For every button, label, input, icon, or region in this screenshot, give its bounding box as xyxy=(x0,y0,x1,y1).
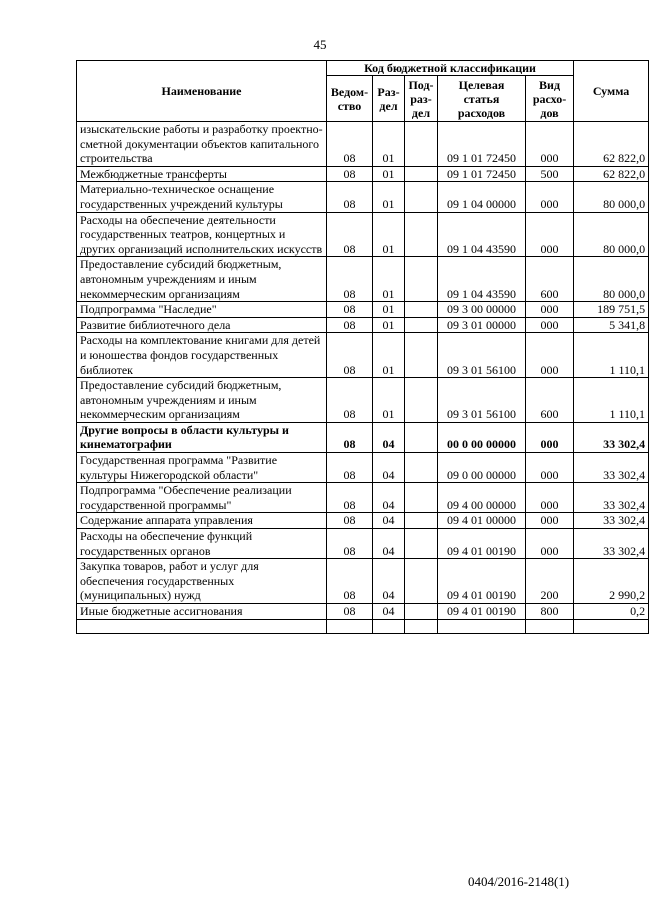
header-vid-raskhodov: Вид расхо-дов xyxy=(526,76,574,122)
table-row xyxy=(77,317,649,333)
row-vedomstvo: 08 xyxy=(327,453,373,483)
row-vid-raskhodov: 200 xyxy=(526,559,574,604)
table-row xyxy=(77,122,649,167)
row-tselevaya-statya: 09 0 00 00000 xyxy=(438,453,526,483)
row-podrazdel xyxy=(405,559,438,604)
row-name: Предоставление субсидий бюджетным, автономным учреждениям и иным некоммерческим организациям xyxy=(77,378,327,423)
row-vedomstvo: 08 xyxy=(327,333,373,378)
row-tselevaya-statya: 09 3 01 56100 xyxy=(438,378,526,423)
row-podrazdel xyxy=(405,333,438,378)
row-podrazdel xyxy=(405,317,438,333)
table-row xyxy=(77,453,649,483)
row-vedomstvo: 08 xyxy=(327,378,373,423)
table-row xyxy=(77,422,649,452)
row-summa: 62 822,0 xyxy=(574,166,649,182)
row-vedomstvo: 08 xyxy=(327,604,373,620)
row-summa: 5 341,8 xyxy=(574,317,649,333)
row-name: Иные бюджетные ассигнования xyxy=(77,604,327,620)
empty-cell xyxy=(405,619,438,633)
row-summa: 33 302,4 xyxy=(574,453,649,483)
header-classification-group: Код бюджетной классификации xyxy=(327,61,574,76)
row-razdel: 01 xyxy=(373,302,405,318)
header-summa: Сумма xyxy=(574,61,649,122)
row-name: изыскательские работы и разработку проектно-сметной документации объектов капитального строительства xyxy=(77,122,327,167)
row-vid-raskhodov: 800 xyxy=(526,604,574,620)
row-name: Предоставление субсидий бюджетным, автономным учреждениям и иным некоммерческим организациям xyxy=(77,257,327,302)
row-podrazdel xyxy=(405,122,438,167)
row-podrazdel xyxy=(405,378,438,423)
row-razdel: 04 xyxy=(373,422,405,452)
row-podrazdel xyxy=(405,302,438,318)
row-name: Государственная программа "Развитие культуры Нижегородской области" xyxy=(77,453,327,483)
row-tselevaya-statya: 09 1 04 43590 xyxy=(438,212,526,257)
table-row xyxy=(77,483,649,513)
row-vedomstvo: 08 xyxy=(327,513,373,529)
row-vid-raskhodov: 000 xyxy=(526,122,574,167)
row-razdel: 01 xyxy=(373,333,405,378)
row-razdel: 04 xyxy=(373,529,405,559)
empty-cell xyxy=(77,619,327,633)
empty-cell xyxy=(373,619,405,633)
row-vid-raskhodov: 600 xyxy=(526,257,574,302)
row-podrazdel xyxy=(405,483,438,513)
page-number: 45 xyxy=(313,37,327,52)
row-vid-raskhodov: 000 xyxy=(526,483,574,513)
row-summa: 33 302,4 xyxy=(574,529,649,559)
row-summa: 33 302,4 xyxy=(574,422,649,452)
header-tselevaya-statya: Целевая статья расходов xyxy=(438,76,526,122)
row-vedomstvo: 08 xyxy=(327,212,373,257)
row-summa: 80 000,0 xyxy=(574,257,649,302)
header-vedomstvo: Ведом-ство xyxy=(327,76,373,122)
header-razdel: Раз-дел xyxy=(373,76,405,122)
empty-cell xyxy=(526,619,574,633)
table-row xyxy=(77,529,649,559)
row-summa: 62 822,0 xyxy=(574,122,649,167)
row-vid-raskhodov: 000 xyxy=(526,182,574,212)
row-vid-raskhodov: 000 xyxy=(526,302,574,318)
row-razdel: 04 xyxy=(373,604,405,620)
row-summa: 189 751,5 xyxy=(574,302,649,318)
table-row xyxy=(77,513,649,529)
row-razdel: 04 xyxy=(373,559,405,604)
row-vedomstvo: 08 xyxy=(327,483,373,513)
row-name: Подпрограмма "Наследие" xyxy=(77,302,327,318)
row-vid-raskhodov: 600 xyxy=(526,378,574,423)
row-vedomstvo: 08 xyxy=(327,529,373,559)
row-vedomstvo: 08 xyxy=(327,317,373,333)
empty-table-row xyxy=(77,619,649,633)
row-summa: 1 110,1 xyxy=(574,378,649,423)
row-summa: 2 990,2 xyxy=(574,559,649,604)
row-tselevaya-statya: 09 4 00 00000 xyxy=(438,483,526,513)
row-vid-raskhodov: 000 xyxy=(526,513,574,529)
row-vedomstvo: 08 xyxy=(327,257,373,302)
row-vid-raskhodov: 000 xyxy=(526,453,574,483)
row-razdel: 01 xyxy=(373,182,405,212)
row-podrazdel xyxy=(405,212,438,257)
row-name: Другие вопросы в области культуры и кинематографии xyxy=(77,422,327,452)
header-podrazdel: Под-раз-дел xyxy=(405,76,438,122)
row-razdel: 01 xyxy=(373,122,405,167)
row-podrazdel xyxy=(405,604,438,620)
header-name: Наименование xyxy=(77,61,327,122)
row-name: Подпрограмма "Обеспечение реализации государственной программы" xyxy=(77,483,327,513)
row-tselevaya-statya: 09 4 01 00000 xyxy=(438,513,526,529)
row-tselevaya-statya: 09 4 01 00190 xyxy=(438,604,526,620)
row-summa: 1 110,1 xyxy=(574,333,649,378)
row-vid-raskhodov: 000 xyxy=(526,333,574,378)
table-row xyxy=(77,604,649,620)
row-name: Содержание аппарата управления xyxy=(77,513,327,529)
row-summa: 33 302,4 xyxy=(574,513,649,529)
row-tselevaya-statya: 09 3 00 00000 xyxy=(438,302,526,318)
table-row xyxy=(77,166,649,182)
row-name: Развитие библиотечного дела xyxy=(77,317,327,333)
row-vid-raskhodov: 000 xyxy=(526,422,574,452)
row-tselevaya-statya: 09 4 01 00190 xyxy=(438,559,526,604)
row-vedomstvo: 08 xyxy=(327,559,373,604)
row-tselevaya-statya: 09 1 01 72450 xyxy=(438,122,526,167)
row-vedomstvo: 08 xyxy=(327,122,373,167)
row-name: Межбюджетные трансферты xyxy=(77,166,327,182)
row-tselevaya-statya: 09 1 01 72450 xyxy=(438,166,526,182)
row-summa: 80 000,0 xyxy=(574,212,649,257)
row-podrazdel xyxy=(405,513,438,529)
row-podrazdel xyxy=(405,257,438,302)
row-name: Расходы на комплектование книгами для детей и юношества фондов государственных библиотек xyxy=(77,333,327,378)
row-summa: 0,2 xyxy=(574,604,649,620)
row-vid-raskhodov: 000 xyxy=(526,529,574,559)
row-vedomstvo: 08 xyxy=(327,166,373,182)
row-razdel: 01 xyxy=(373,317,405,333)
row-vedomstvo: 08 xyxy=(327,422,373,452)
row-razdel: 04 xyxy=(373,483,405,513)
row-podrazdel xyxy=(405,182,438,212)
row-name: Закупка товаров, работ и услуг для обеспечения государственных (муниципальных) нужд xyxy=(77,559,327,604)
row-tselevaya-statya: 09 1 04 00000 xyxy=(438,182,526,212)
row-vedomstvo: 08 xyxy=(327,302,373,318)
table-row xyxy=(77,378,649,423)
row-vid-raskhodov: 000 xyxy=(526,212,574,257)
table-row xyxy=(77,333,649,378)
row-tselevaya-statya: 09 4 01 00190 xyxy=(438,529,526,559)
table-row xyxy=(77,182,649,212)
row-name: Материально-техническое оснащение государственных учреждений культуры xyxy=(77,182,327,212)
table-row xyxy=(77,212,649,257)
row-podrazdel xyxy=(405,166,438,182)
empty-cell xyxy=(574,619,649,633)
table-row xyxy=(77,559,649,604)
row-tselevaya-statya: 09 3 01 00000 xyxy=(438,317,526,333)
table-row xyxy=(77,302,649,318)
row-razdel: 01 xyxy=(373,257,405,302)
row-tselevaya-statya: 09 3 01 56100 xyxy=(438,333,526,378)
empty-cell xyxy=(327,619,373,633)
row-vid-raskhodov: 500 xyxy=(526,166,574,182)
budget-table xyxy=(76,60,649,634)
row-razdel: 01 xyxy=(373,212,405,257)
row-podrazdel xyxy=(405,422,438,452)
row-vedomstvo: 08 xyxy=(327,182,373,212)
row-tselevaya-statya: 00 0 00 00000 xyxy=(438,422,526,452)
row-summa: 80 000,0 xyxy=(574,182,649,212)
row-tselevaya-statya: 09 1 04 43590 xyxy=(438,257,526,302)
table-row xyxy=(77,257,649,302)
row-razdel: 01 xyxy=(373,166,405,182)
row-name: Расходы на обеспечение функций государственных органов xyxy=(77,529,327,559)
row-podrazdel xyxy=(405,529,438,559)
row-razdel: 04 xyxy=(373,513,405,529)
row-razdel: 04 xyxy=(373,453,405,483)
document-code: 0404/2016-2148(1) xyxy=(468,874,570,889)
empty-cell xyxy=(438,619,526,633)
row-podrazdel xyxy=(405,453,438,483)
row-name: Расходы на обеспечение деятельности государственных театров, концертных и других организаций исполнительских искусств xyxy=(77,212,327,257)
row-summa: 33 302,4 xyxy=(574,483,649,513)
row-vid-raskhodov: 000 xyxy=(526,317,574,333)
row-razdel: 01 xyxy=(373,378,405,423)
